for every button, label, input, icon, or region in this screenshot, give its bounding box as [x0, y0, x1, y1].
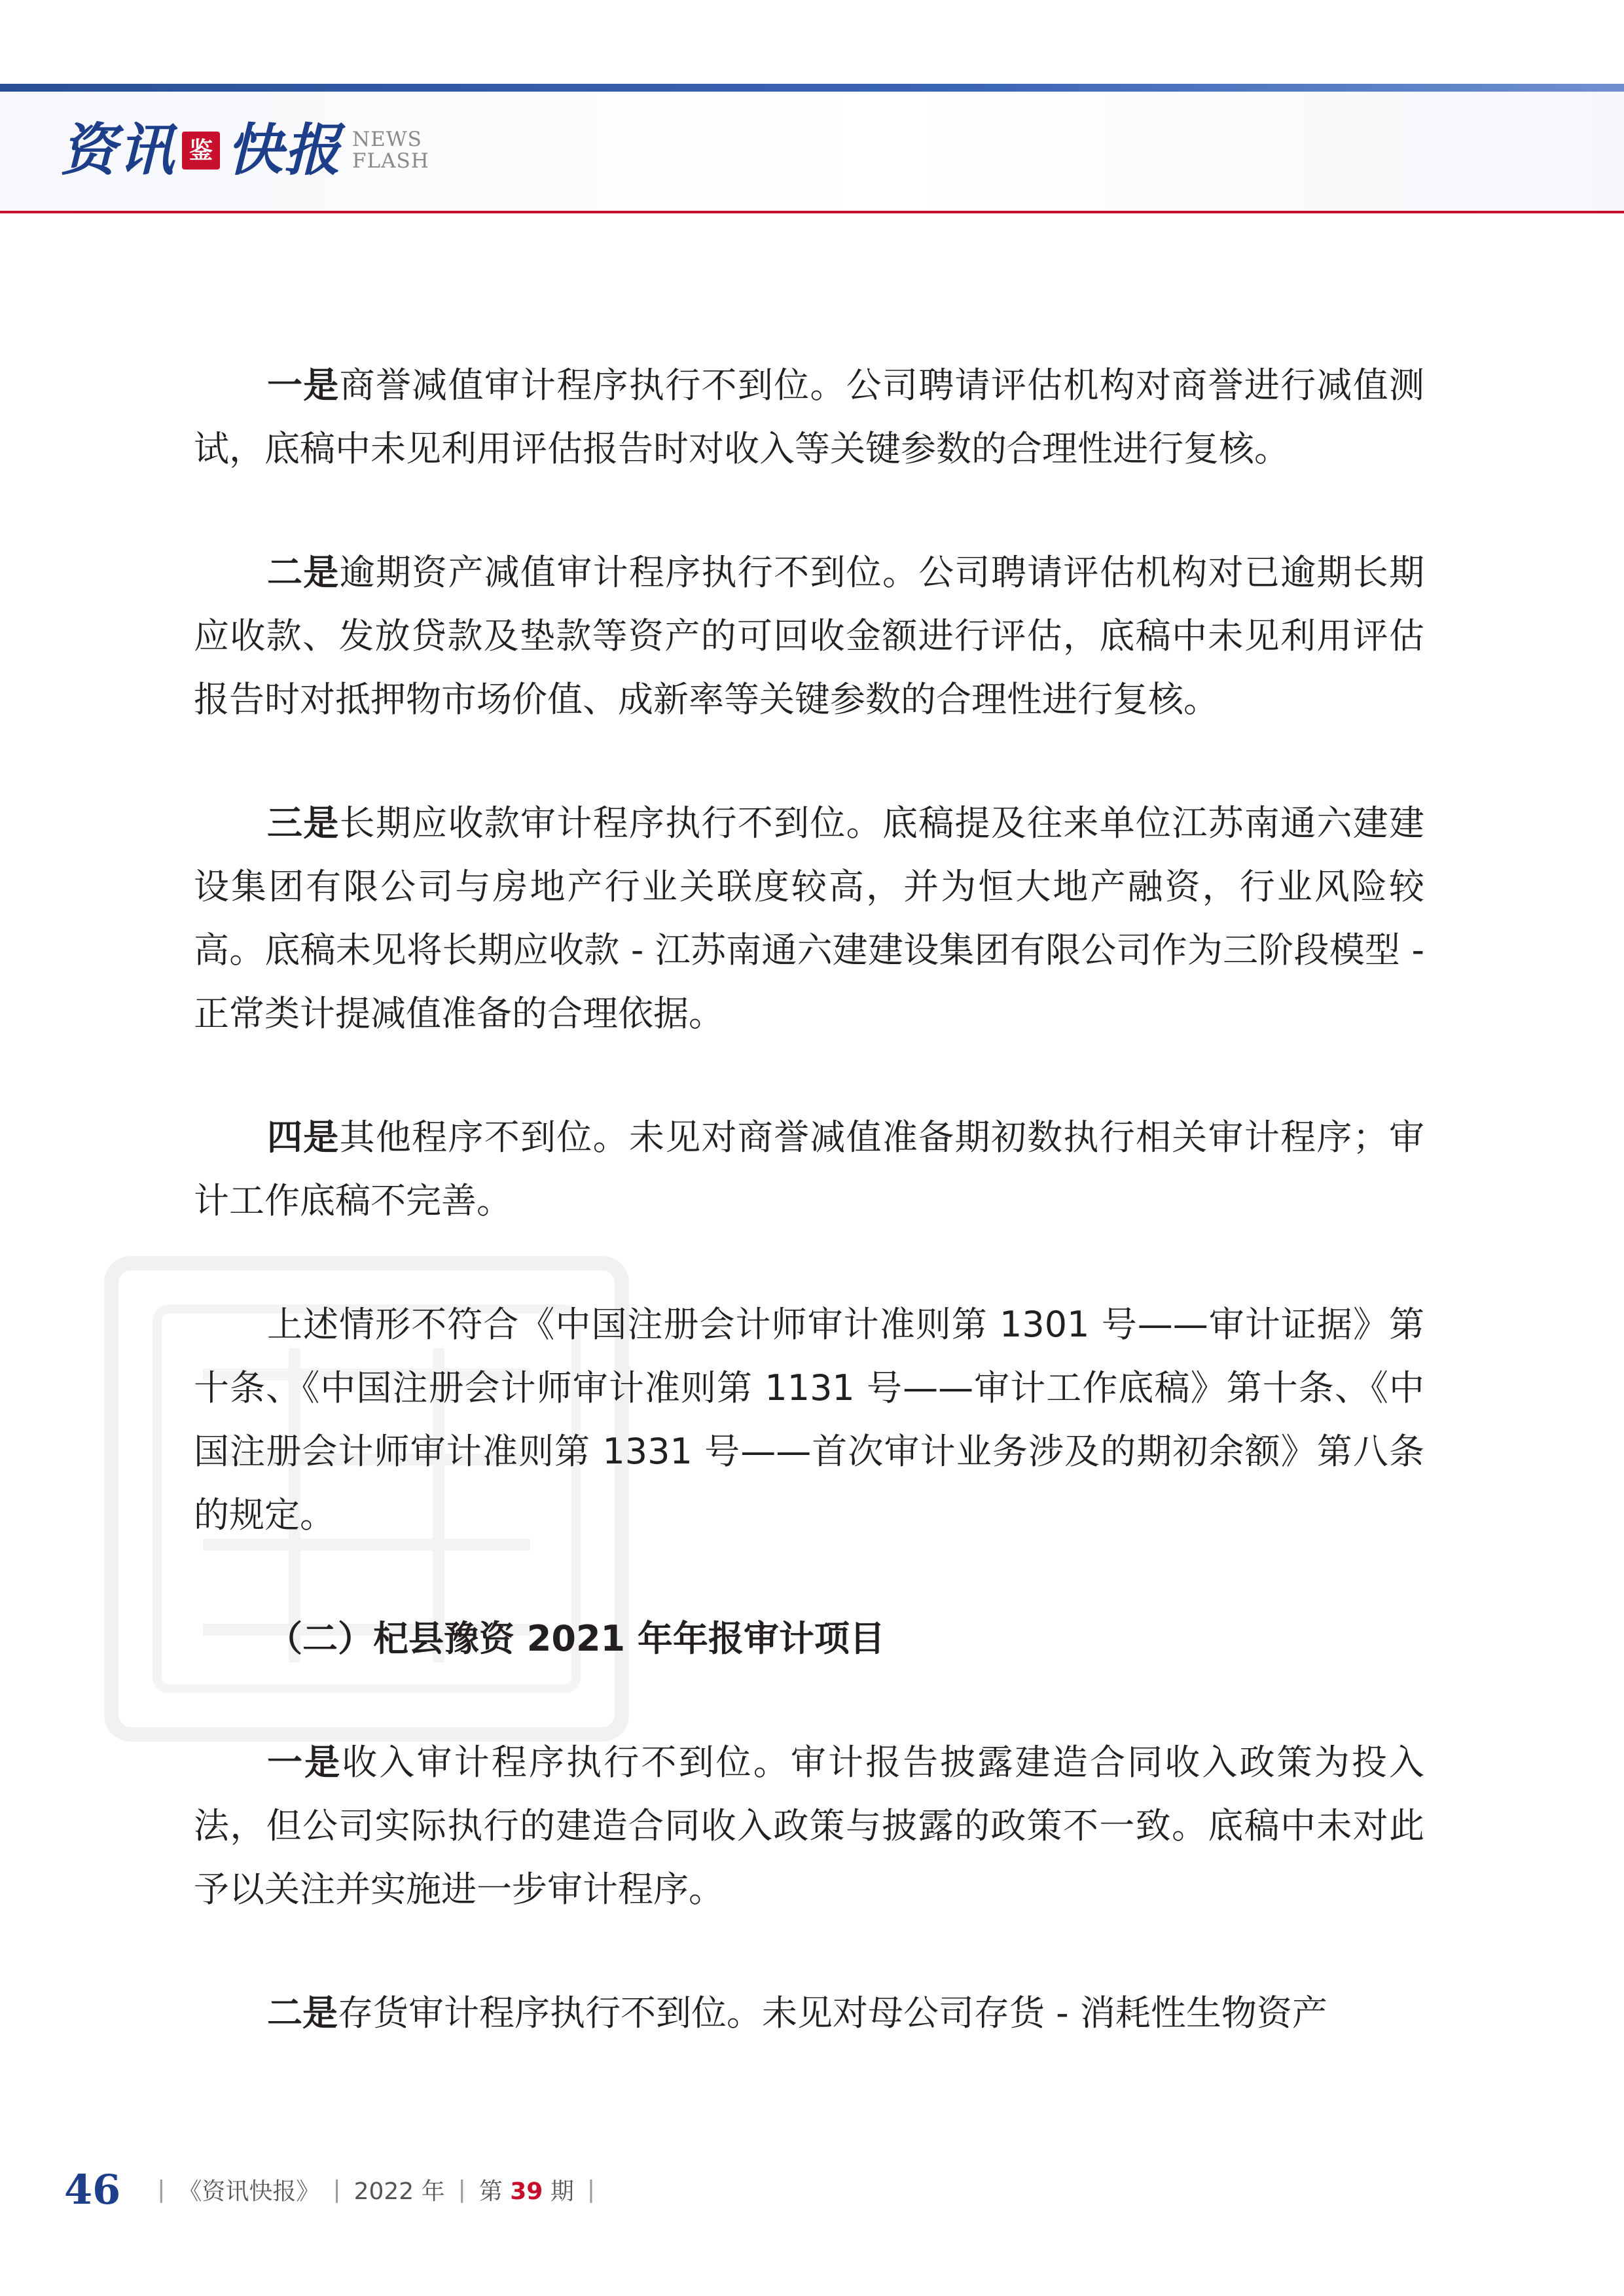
footer-issue-prefix: 第	[478, 2178, 503, 2205]
paragraph-1-lead: 一是	[267, 365, 340, 406]
article-body	[194, 353, 1424, 2045]
paragraph-5-text: 上述情形不符合《中国注册会计师审计准则第 1301 号——审计证据》第十条、《中国注册会计师审计准则第 1131 号——审计工作底稿》第十条、《中国注册会计师审计准则第 1331 号——首次审计业务涉及的期初余额》第八条的规定。	[194, 1304, 1424, 1535]
page-footer	[64, 2160, 608, 2219]
paragraph-3	[194, 791, 1424, 1045]
paragraph-4-text: 其他程序不到位。未见对商誉减值准备期初数执行相关审计程序；审计工作底稿不完善。	[194, 1117, 1425, 1221]
footer-separator: |	[458, 2176, 466, 2203]
header-top-bar	[0, 84, 1624, 92]
footer-separator: |	[333, 2176, 341, 2203]
footer-year: 2022 年	[353, 2178, 445, 2205]
masthead-title-part2: 快报	[226, 117, 342, 183]
paragraph-5	[194, 1293, 1424, 1547]
footer-publication: 《资讯快报》	[178, 2178, 320, 2205]
section-heading: （二）杞县豫资 2021 年年报审计项目	[267, 1618, 885, 1659]
footer-issue	[479, 2173, 574, 2206]
masthead-seal-icon: 鉴	[182, 132, 220, 170]
paragraph-3-text: 长期应收款审计程序执行不到位。底稿提及往来单位江苏南通六建建设集团有限公司与房地产行业关联度较高，并为恒大地产融资，行业风险较高。底稿未见将长期应收款 - 江苏南通六建建设集团有限公司作为三阶段模型 - 正常类计提减值准备的合理依据。	[194, 802, 1425, 1034]
footer-issue-suffix: 期	[550, 2178, 574, 2205]
paragraph-6-lead: 一是	[267, 1742, 342, 1783]
paragraph-6-text: 收入审计程序执行不到位。审计报告披露建造合同收入政策为投入法，但公司实际执行的建造合同收入政策与披露的政策不一致。底稿中未对此予以关注并实施进一步审计程序。	[194, 1742, 1425, 1910]
masthead-english-line1: NEWS	[352, 128, 422, 152]
page-number: 46	[64, 2165, 121, 2214]
paragraph-4	[194, 1105, 1424, 1232]
paragraph-2	[194, 541, 1424, 731]
paragraph-6	[194, 1731, 1424, 1921]
paragraph-4-lead: 四是	[267, 1117, 340, 1158]
masthead-english	[352, 129, 429, 171]
masthead-logo	[60, 111, 429, 190]
masthead-title-part1: 资讯	[60, 117, 175, 183]
footer-issue-number: 39	[510, 2178, 543, 2205]
paragraph-7-lead: 二是	[267, 1992, 338, 2034]
header-bottom-rule	[0, 211, 1624, 213]
paragraph-2-lead: 二是	[267, 552, 340, 593]
footer-separator: |	[586, 2176, 595, 2203]
paragraph-7-text: 存货审计程序执行不到位。未见对母公司存货 - 消耗性生物资产	[338, 1992, 1327, 2034]
paragraph-7	[194, 1981, 1424, 2045]
paragraph-2-text: 逾期资产减值审计程序执行不到位。公司聘请评估机构对已逾期长期应收款、发放贷款及垫款等资产的可回收金额进行评估，底稿中未见利用评估报告时对抵押物市场价值、成新率等关键参数的合理性进行复核。	[194, 552, 1425, 720]
paragraph-1	[194, 353, 1424, 480]
paragraph-3-lead: 三是	[267, 802, 340, 844]
paragraph-1-text: 商誉减值审计程序执行不到位。公司聘请评估机构对商誉进行减值测试，底稿中未见利用评估报告时对收入等关键参数的合理性进行复核。	[194, 365, 1425, 469]
footer-separator: |	[157, 2176, 166, 2203]
masthead-english-line2: FLASH	[352, 149, 429, 173]
